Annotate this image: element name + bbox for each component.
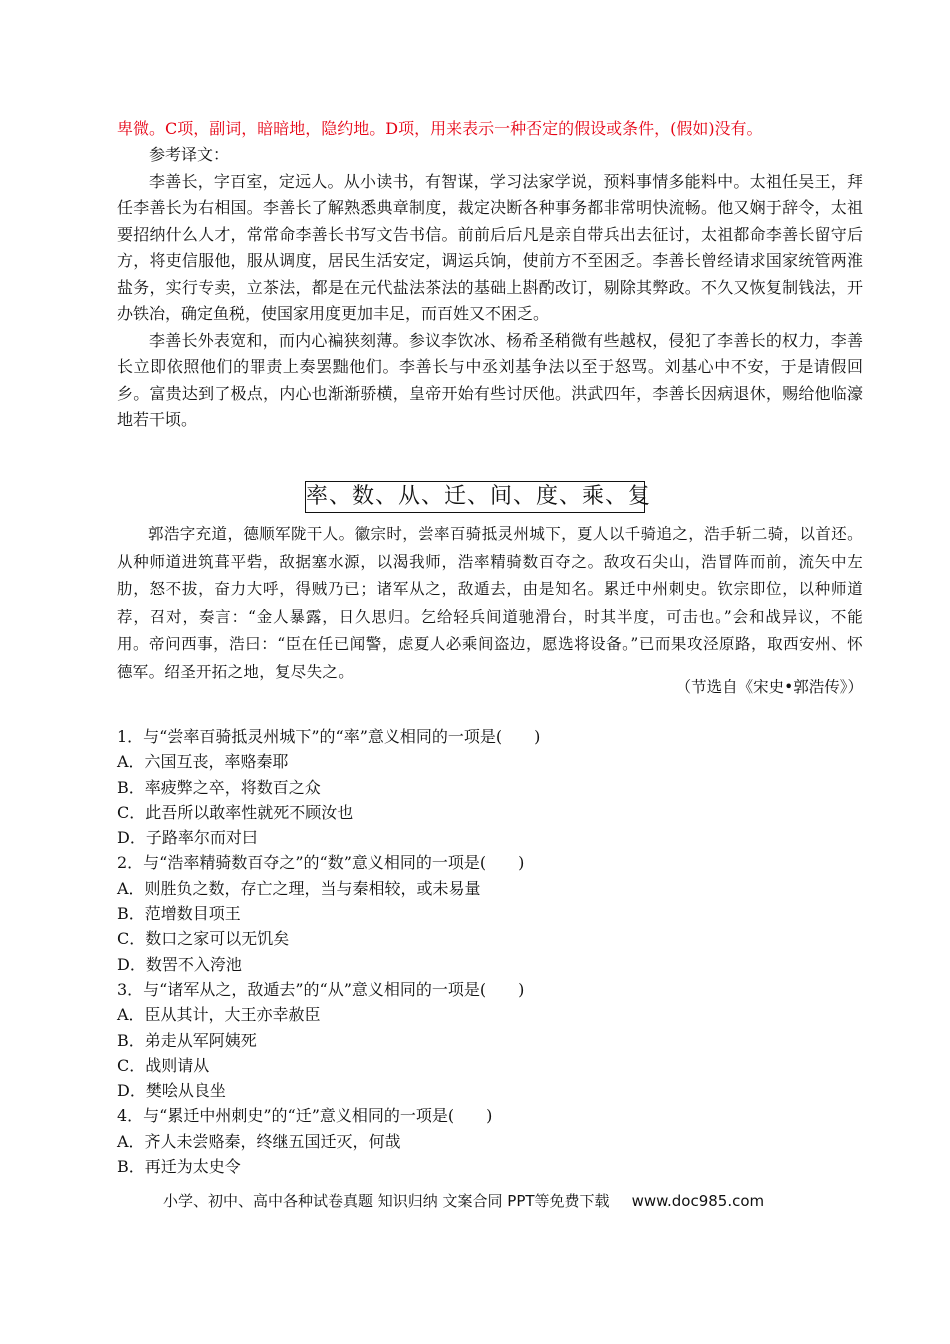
- question-option: D．樊哙从良坐: [117, 1081, 226, 1101]
- question-option: A．齐人未尝赂秦，终继五国迁灭，何哉: [117, 1131, 401, 1151]
- footer-text: 小学、初中、高中各种试卷真题 知识归纳 文案合同 PPT等免费下载: [163, 1192, 610, 1210]
- question-stem: 2．与“浩率精骑数百夺之”的“数”意义相同的一项是( ): [117, 853, 525, 873]
- question-option: D．子路率尔而对曰: [117, 828, 258, 848]
- question-option: B．再迁为太史令: [117, 1157, 241, 1177]
- question-option: A．则胜负之数，存亡之理，当与秦相较，或未易量: [117, 878, 481, 898]
- translation-heading: 参考译文：: [149, 145, 230, 164]
- question-stem: 1．与“尝率百骑抵灵州城下”的“率”意义相同的一项是( ): [117, 727, 541, 746]
- question-option: B．弟走从军阿姨死: [117, 1030, 257, 1050]
- translation-paragraph: 李善长，字百室，定远人。从小读书，有智谋，学习法家学说，预料事情多能料中。太祖任吴王，拜任李善长为右相国。李善长了解熟悉典章制度，裁定决断各种事务都非常明快流畅。他又娴于辞令，太祖要招纳什么人才，常常命李善长书写文告书信。前前后后凡是亲自带兵出去征讨，太祖都命李善长留守后方，将吏信服他，服从调度，居民生活安定，调运兵饷，使前方不至困乏。李善长曾经请求国家统管两淮盐务，实行专卖，立茶法，都是在元代盐法茶法的基础上斟酌改订，剔除其弊政。不久又恢复制钱法，开办铁冶，确定鱼税，使国家用度更加丰足，而百姓又不困乏。: [117, 171, 863, 323]
- question-stem: 4．与“累迁中州刺史”的“迁”意义相同的一项是( ): [117, 1106, 493, 1126]
- question-option: B．范增数目项王: [117, 904, 241, 924]
- translation-paragraph: 李善长外表宽和，而内心褊狭刻薄。参议李饮冰、杨希圣稍微有些越权，侵犯了李善长的权力，李善长立即依照他们的罪责上奏罢黜他们。李善长与中丞刘基争法以至于怒骂。刘基心中不安，于是请假回乡。富贵达到了极点，内心也渐渐骄横，皇帝开始有些讨厌他。洪武四年，李善长因病退休，赐给他临濠地若干顷。: [117, 330, 863, 429]
- question-option: B．率疲弊之卒，将数百之众: [117, 777, 321, 797]
- footer-url[interactable]: www.doc985.com: [631, 1192, 765, 1210]
- question-option: A．臣从其计，大王亦幸赦臣: [117, 1005, 321, 1025]
- question-option: C．数口之家可以无饥矣: [117, 929, 290, 949]
- answer-note: 卑微。C项，副词，暗暗地，隐约地。D项，用来表示一种否定的假设或条件，(假如)没有。: [117, 119, 763, 138]
- question-option: C．此吾所以敢率性就死不顾汝也: [117, 802, 354, 822]
- question-option: A．六国互丧，率赂秦耶: [117, 752, 289, 772]
- question-option: C．战则请从: [117, 1055, 210, 1075]
- page-footer: [163, 1188, 823, 1214]
- question-option: D．数罟不入洿池: [117, 954, 242, 974]
- reference-translation: [117, 142, 863, 434]
- classical-text: 郭浩字充道，德顺军陇干人。徽宗时，尝率百骑抵灵州城下，夏人以千骑追之，浩手斩二骑，以首还。从种师道进筑葺平砦，敌据塞水源，以渴我师，浩率精骑数百夺之。敌攻石尖山，浩冒阵而前，流矢中左肋，怒不拔，奋力大呼，得贼乃已；诸军从之，敌遁去，由是知名。累迁中州刺史。钦宗即位，以种师道荐，召对，奏言：“金人暴露，日久思归。乞给轻兵间道驰滑台，时其半度，可击也。”会和战异议，不能用。帝问西事，浩曰：“臣在任已闻警，虑夏人必乘间盗边，愿选将设备。”已而果攻泾原路，取西安州、怀德军。绍圣开拓之地，复尽失之。: [117, 525, 863, 681]
- source-citation: （节选自《宋史•郭浩传》）: [675, 678, 863, 696]
- question-list: [117, 724, 863, 1179]
- section-title: 率、数、从、迁、间、度、乘、复: [305, 481, 645, 513]
- question-stem: 3．与“诸军从之，敌遁去”的“从”意义相同的一项是( ): [117, 979, 525, 999]
- classical-passage: [117, 521, 863, 686]
